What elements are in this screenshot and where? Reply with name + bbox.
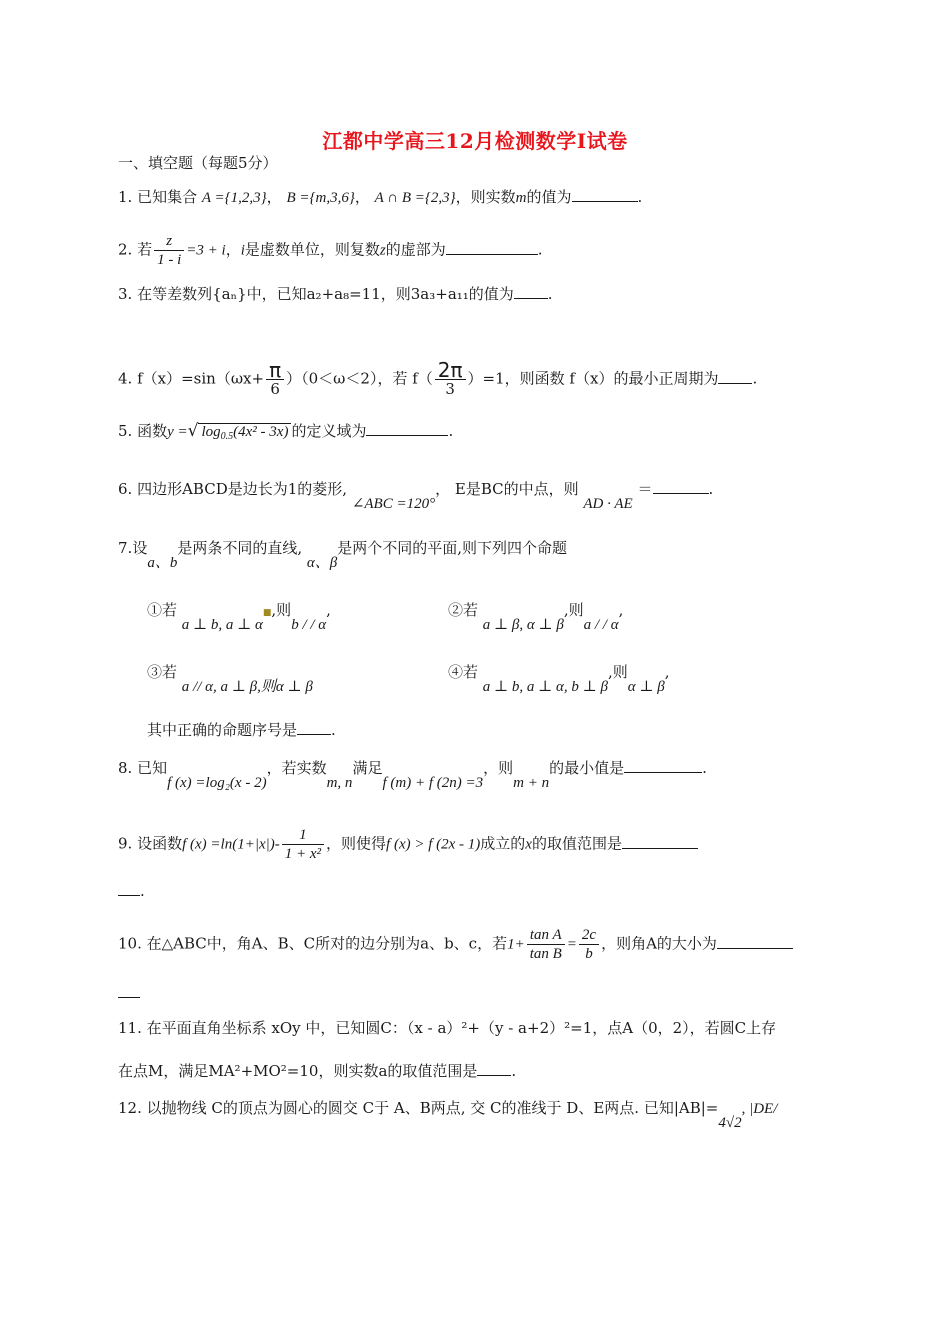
q2-frac-num: z — [154, 232, 184, 251]
q6-end: ＝ — [637, 480, 653, 498]
q10-answer-blank-cont[interactable] — [118, 982, 140, 998]
q4-frac2-num: 2π — [435, 361, 466, 380]
q1-intersection: A ∩ B ={2,3} — [374, 190, 456, 206]
q9-answer-blank[interactable] — [622, 833, 698, 849]
q4-frac1-num: π — [266, 361, 284, 380]
q1-end: 的值为 — [526, 188, 572, 206]
q10-frac1-den: tan B — [529, 946, 562, 962]
q1-text: 已知集合 — [137, 188, 198, 206]
q7-o2-conclusion: a / / α — [583, 617, 619, 633]
q10-end: ，则角A的大小为 — [601, 934, 717, 953]
q10-frac2-den: b — [585, 946, 593, 962]
q8-number: 8. — [118, 759, 133, 777]
q1-set-b: B ={m,3,6} — [286, 190, 355, 206]
q4-number: 4. — [118, 369, 133, 388]
q9-t2: ，则使得 — [326, 834, 387, 853]
question-5: 5. 函数y =√ $\log_{0.5}(4x^2 - 3x)$ 的定义域为 . — [118, 421, 454, 442]
q9-continuation: . — [118, 880, 145, 902]
q7-o4-premise: a ⊥ b, a ⊥ α, b ⊥ β — [482, 679, 608, 695]
q10-fraction-2 — [579, 926, 599, 963]
q5-y: y = — [167, 424, 188, 440]
q8-end: 的最小值是 — [549, 759, 625, 777]
question-11 — [118, 1017, 776, 1039]
q9-function: f (x) =ln(1+|x|)- — [182, 836, 280, 853]
q2-rhs: =3 + i — [186, 242, 226, 259]
section-heading: 一、填空题（每题5分） — [118, 154, 278, 172]
q5-number: 5. — [118, 422, 133, 440]
q11-line2: 在点M，满足MA²+MO²=10，则实数a的取值范围是 — [118, 1062, 478, 1080]
q8-function: f (x) =log₂(x - 2) — [167, 775, 267, 791]
q4-frac1-den: 6 — [270, 380, 280, 398]
q9-frac-num: 1 — [282, 826, 324, 845]
q10-frac2-num: 2c — [579, 926, 599, 945]
q7-o1-label: ①若 — [147, 601, 178, 619]
q4-fraction-2 — [435, 358, 466, 398]
q7-o1-then: ,则 — [271, 601, 292, 619]
question-6: 6. 四边形ABCD是边长为1的菱形, ∠ABC =120°， E是BC的中点，则 AD · AE ＝ . — [118, 480, 714, 512]
q4-text1: f（x）=sin（ωx+ — [137, 369, 265, 388]
q2-end: 的虚部为 — [385, 240, 446, 259]
q6-angle: ∠ABC =120° — [351, 496, 436, 512]
q1-number: 1. — [118, 188, 133, 206]
q4-text2: ）（0＜ω＜2），若 f（ — [286, 369, 433, 388]
q9-t1: 设函数 — [137, 834, 183, 853]
q11-number: 11. — [118, 1019, 142, 1037]
q9-answer-blank-cont[interactable] — [118, 880, 140, 896]
q7-o4-comma: , — [664, 663, 670, 681]
q7-option-3 — [147, 661, 313, 695]
q7-o2-label: ②若 — [448, 601, 479, 619]
q7-tail: 其中正确的命题序号是 . — [147, 721, 336, 739]
q2-text: 是虚数单位，则复数 — [244, 240, 380, 259]
q7-o1-premise: a ⊥ b, a ⊥ α — [181, 617, 263, 633]
q7-o4-conclusion: α ⊥ β — [627, 679, 665, 695]
question-9 — [118, 826, 698, 863]
q2-i: i — [240, 242, 245, 259]
q10-eq: = — [566, 936, 577, 953]
question-7 — [118, 537, 568, 571]
q7-option-2 — [448, 599, 624, 633]
q5-end: 的定义域为 — [291, 422, 367, 440]
q7-stem1: 设 — [132, 539, 148, 557]
q7-o4-label: ④若 — [448, 663, 479, 681]
q4-fraction-1 — [266, 358, 284, 398]
q9-fraction — [282, 826, 324, 863]
q4-answer-blank[interactable] — [718, 368, 752, 384]
q3-answer-blank[interactable] — [514, 283, 548, 299]
q7-stem2: 是两条不同的直线, — [177, 539, 303, 557]
q10-number: 10. — [118, 934, 142, 953]
q10-one: 1+ — [507, 936, 525, 953]
q10-fraction-1 — [527, 926, 565, 963]
q8-t3: 满足 — [352, 759, 383, 777]
q11-line-2: 在点M，满足MA²+MO²=10，则实数a的取值范围是 . — [118, 1062, 517, 1080]
q8-t2: ，若实数 — [266, 759, 327, 777]
question-12 — [118, 1097, 778, 1131]
q12-root: 4√2 — [718, 1115, 742, 1131]
question-1: 1. 已知集合 A ={1,2,3}， B ={m,3,6}， A ∩ B ={2,3}，则实数m的值为 . — [118, 188, 643, 206]
q4-frac2-den: 3 — [445, 380, 455, 398]
q1-set-a: A ={1,2,3} — [201, 190, 267, 206]
q3-number: 3. — [118, 285, 133, 303]
q2-answer-blank[interactable] — [446, 239, 538, 255]
q2-z: z — [379, 242, 386, 259]
q4-text3: ）=1，则函数 f（x）的最小正周期为 — [467, 369, 719, 388]
q12-number: 12. — [118, 1099, 142, 1117]
q2-pre: 若 — [137, 240, 153, 259]
q6-answer-blank[interactable] — [653, 478, 709, 494]
q5-text: 函数 — [137, 422, 168, 440]
q1-var: m — [515, 190, 527, 206]
question-3: 3. 在等差数列{aₙ}中，已知a₂+a₈=11，则3a₃+a₁₁的值为 . — [118, 285, 553, 303]
q7-option-4 — [448, 661, 670, 695]
q8-sum: m + n — [513, 775, 550, 791]
question-4: 4. f（x）=sin（ωx+ $\frac{\pi}{6}$ ）（0＜ω＜2），若 f（ $\frac{2\pi}{3}$ ）=1，则函数 f（x）的最小正周期为 . — [118, 358, 758, 398]
q6-number: 6. — [118, 480, 133, 498]
q12-tail: , |DE/ — [741, 1101, 778, 1117]
q9-x: x — [525, 836, 532, 853]
q9-frac-den: 1 + x² — [284, 846, 322, 862]
q6-vectors: AD · AE — [583, 496, 633, 512]
q7-o1-comma: , — [326, 601, 331, 619]
q7-o2-comma: , — [618, 601, 624, 619]
q8-t4: ，则 — [483, 759, 514, 777]
q9-t3: 成立的 — [480, 834, 526, 853]
q2-fraction — [154, 232, 184, 269]
q7-o4-then: ,则 — [607, 663, 628, 681]
q9-inequality: f (x) > f (2x - 1) — [386, 836, 481, 853]
q8-mn: m, n — [326, 775, 353, 791]
question-8: 8. 已知f (x) =log₂(x - 2)，若实数m, n满足f (m) + f (2n) =3，则m + n的最小值是 . — [118, 759, 707, 791]
q11-line1: 在平面直角坐标系 xOy 中，已知圆C：（x - a）²+（y - a+2）²=1，点A（0，2），若圆C上存 — [146, 1019, 777, 1037]
q7-o3-statement: a // α, a ⊥ β,则α ⊥ β — [181, 679, 313, 695]
q7-option-1: ①若 a ⊥ b, a ⊥ α■,则b / / α, — [147, 601, 331, 633]
q10-frac1-num: tan A — [527, 926, 565, 945]
q2-mid: ， — [225, 240, 241, 259]
q1-answer-blank[interactable] — [572, 186, 638, 202]
q5-log-base: 0.5 — [220, 431, 234, 442]
q7-answer-blank[interactable] — [297, 719, 331, 735]
q6-text: 四边形ABCD是边长为1的菱形, — [137, 480, 348, 498]
q8-answer-blank[interactable] — [624, 757, 702, 773]
q3-text: 在等差数列{aₙ}中，已知a₂+a₈=11，则3a₃+a₁₁的值为 — [137, 285, 514, 303]
q10-continuation — [118, 982, 140, 1004]
q5-log: log — [201, 424, 221, 440]
question-2: 2. 若 $\frac{z}{1 - i}$ =3 + i，i是虚数单位，则复数z的虚部为 . — [118, 233, 543, 268]
q5-arg: (4x² - 3x) — [233, 424, 289, 440]
q12-line1: 以抛物线 C的顶点为圆心的圆交 C于 A、B两点, 交 C的准线于 D、E两点. 已知|AB|= — [146, 1099, 719, 1117]
q5-radicand — [198, 423, 291, 440]
q7-planes: α、β — [306, 555, 338, 571]
q9-number: 9. — [118, 834, 133, 853]
q2-number: 2. — [118, 240, 133, 259]
q11-answer-blank[interactable] — [477, 1060, 511, 1076]
q1-sep: ， — [266, 188, 282, 206]
q2-frac-den: 1 - i — [157, 252, 182, 268]
q1-ask: ，则实数 — [455, 188, 516, 206]
q8-condition: f (m) + f (2n) =3 — [382, 775, 484, 791]
q7-lines: a、b — [147, 555, 178, 571]
q6-mid: ， E是BC的中点，则 — [435, 480, 579, 498]
q5-answer-blank[interactable] — [366, 420, 448, 436]
q7-o2-premise: a ⊥ β, α ⊥ β — [482, 617, 564, 633]
exam-title: 江都中学高三12月检测数学Ⅰ试卷 — [322, 129, 628, 153]
q10-answer-blank[interactable] — [717, 933, 793, 949]
q7-o1-conclusion: b / / α — [291, 617, 327, 633]
q10-t1: 在△ABC中，角A、B、C所对的边分别为a、b、c，若 — [146, 934, 508, 953]
question-10 — [118, 926, 793, 963]
q7-o3-label: ③若 — [147, 663, 178, 681]
q7-o2-then: ,则 — [563, 601, 584, 619]
q9-end: 的取值范围是 — [531, 834, 622, 853]
q8-t1: 已知 — [137, 759, 168, 777]
q7-number: 7. — [118, 539, 133, 557]
q7-stem3: 是两个不同的平面,则下列四个命题 — [337, 539, 568, 557]
q7-tail-text: 其中正确的命题序号是 — [147, 721, 298, 739]
